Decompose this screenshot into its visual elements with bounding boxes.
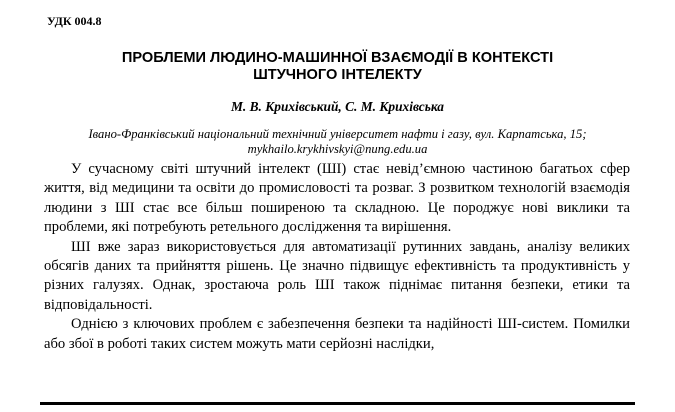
paragraph: Однією з ключових проблем є забезпечення безпеки та надійності ШІ-систем. Помилки або збої в роботі таких систем можуть мати серйозні наслідки, — [44, 316, 630, 352]
paragraph: ШІ вже зараз використовується для автоматизації рутинних завдань, аналізу великих обсягів даних та прийняття рішень. Це значно підвищує ефективність та продуктивність у різних галузях. Однак, зростаюча роль ШІ також піднімає питання безпеки, етики та відповідальності. — [44, 238, 630, 313]
udk-code: УДК 004.8 — [47, 14, 102, 28]
title-line-1: ПРОБЛЕМИ ЛЮДИНО-МАШИННОЇ ВЗАЄМОДІЇ В КОНТЕКСТІ — [121, 50, 554, 66]
affiliation — [40, 127, 635, 157]
author-email: mykhailo.krykhivskyi@nung.edu.ua — [247, 142, 428, 156]
title-line-2: ШТУЧНОГО ІНТЕЛЕКТУ — [253, 67, 422, 83]
paper-title — [40, 50, 635, 84]
paragraph: У сучасному світі штучний інтелект (ШІ) стає невід’ємною частиною багатьох сфер життя, від медицини та освіти до промисловості та розваг. З розвитком технологій взаємодія людини з ШІ стає все більш поширеною та складною. Це породжує нові виклики та проблеми, які потребують ретельного дослідження та вирішення. — [44, 161, 630, 236]
affiliation-address: Івано-Франківський національний технічний університет нафти і газу, вул. Карпатська, 15; — [88, 127, 587, 141]
page-bottom-rule — [40, 402, 635, 405]
authors: М. В. Крихівський, С. М. Крихівська — [230, 99, 444, 114]
body-text — [44, 160, 630, 354]
